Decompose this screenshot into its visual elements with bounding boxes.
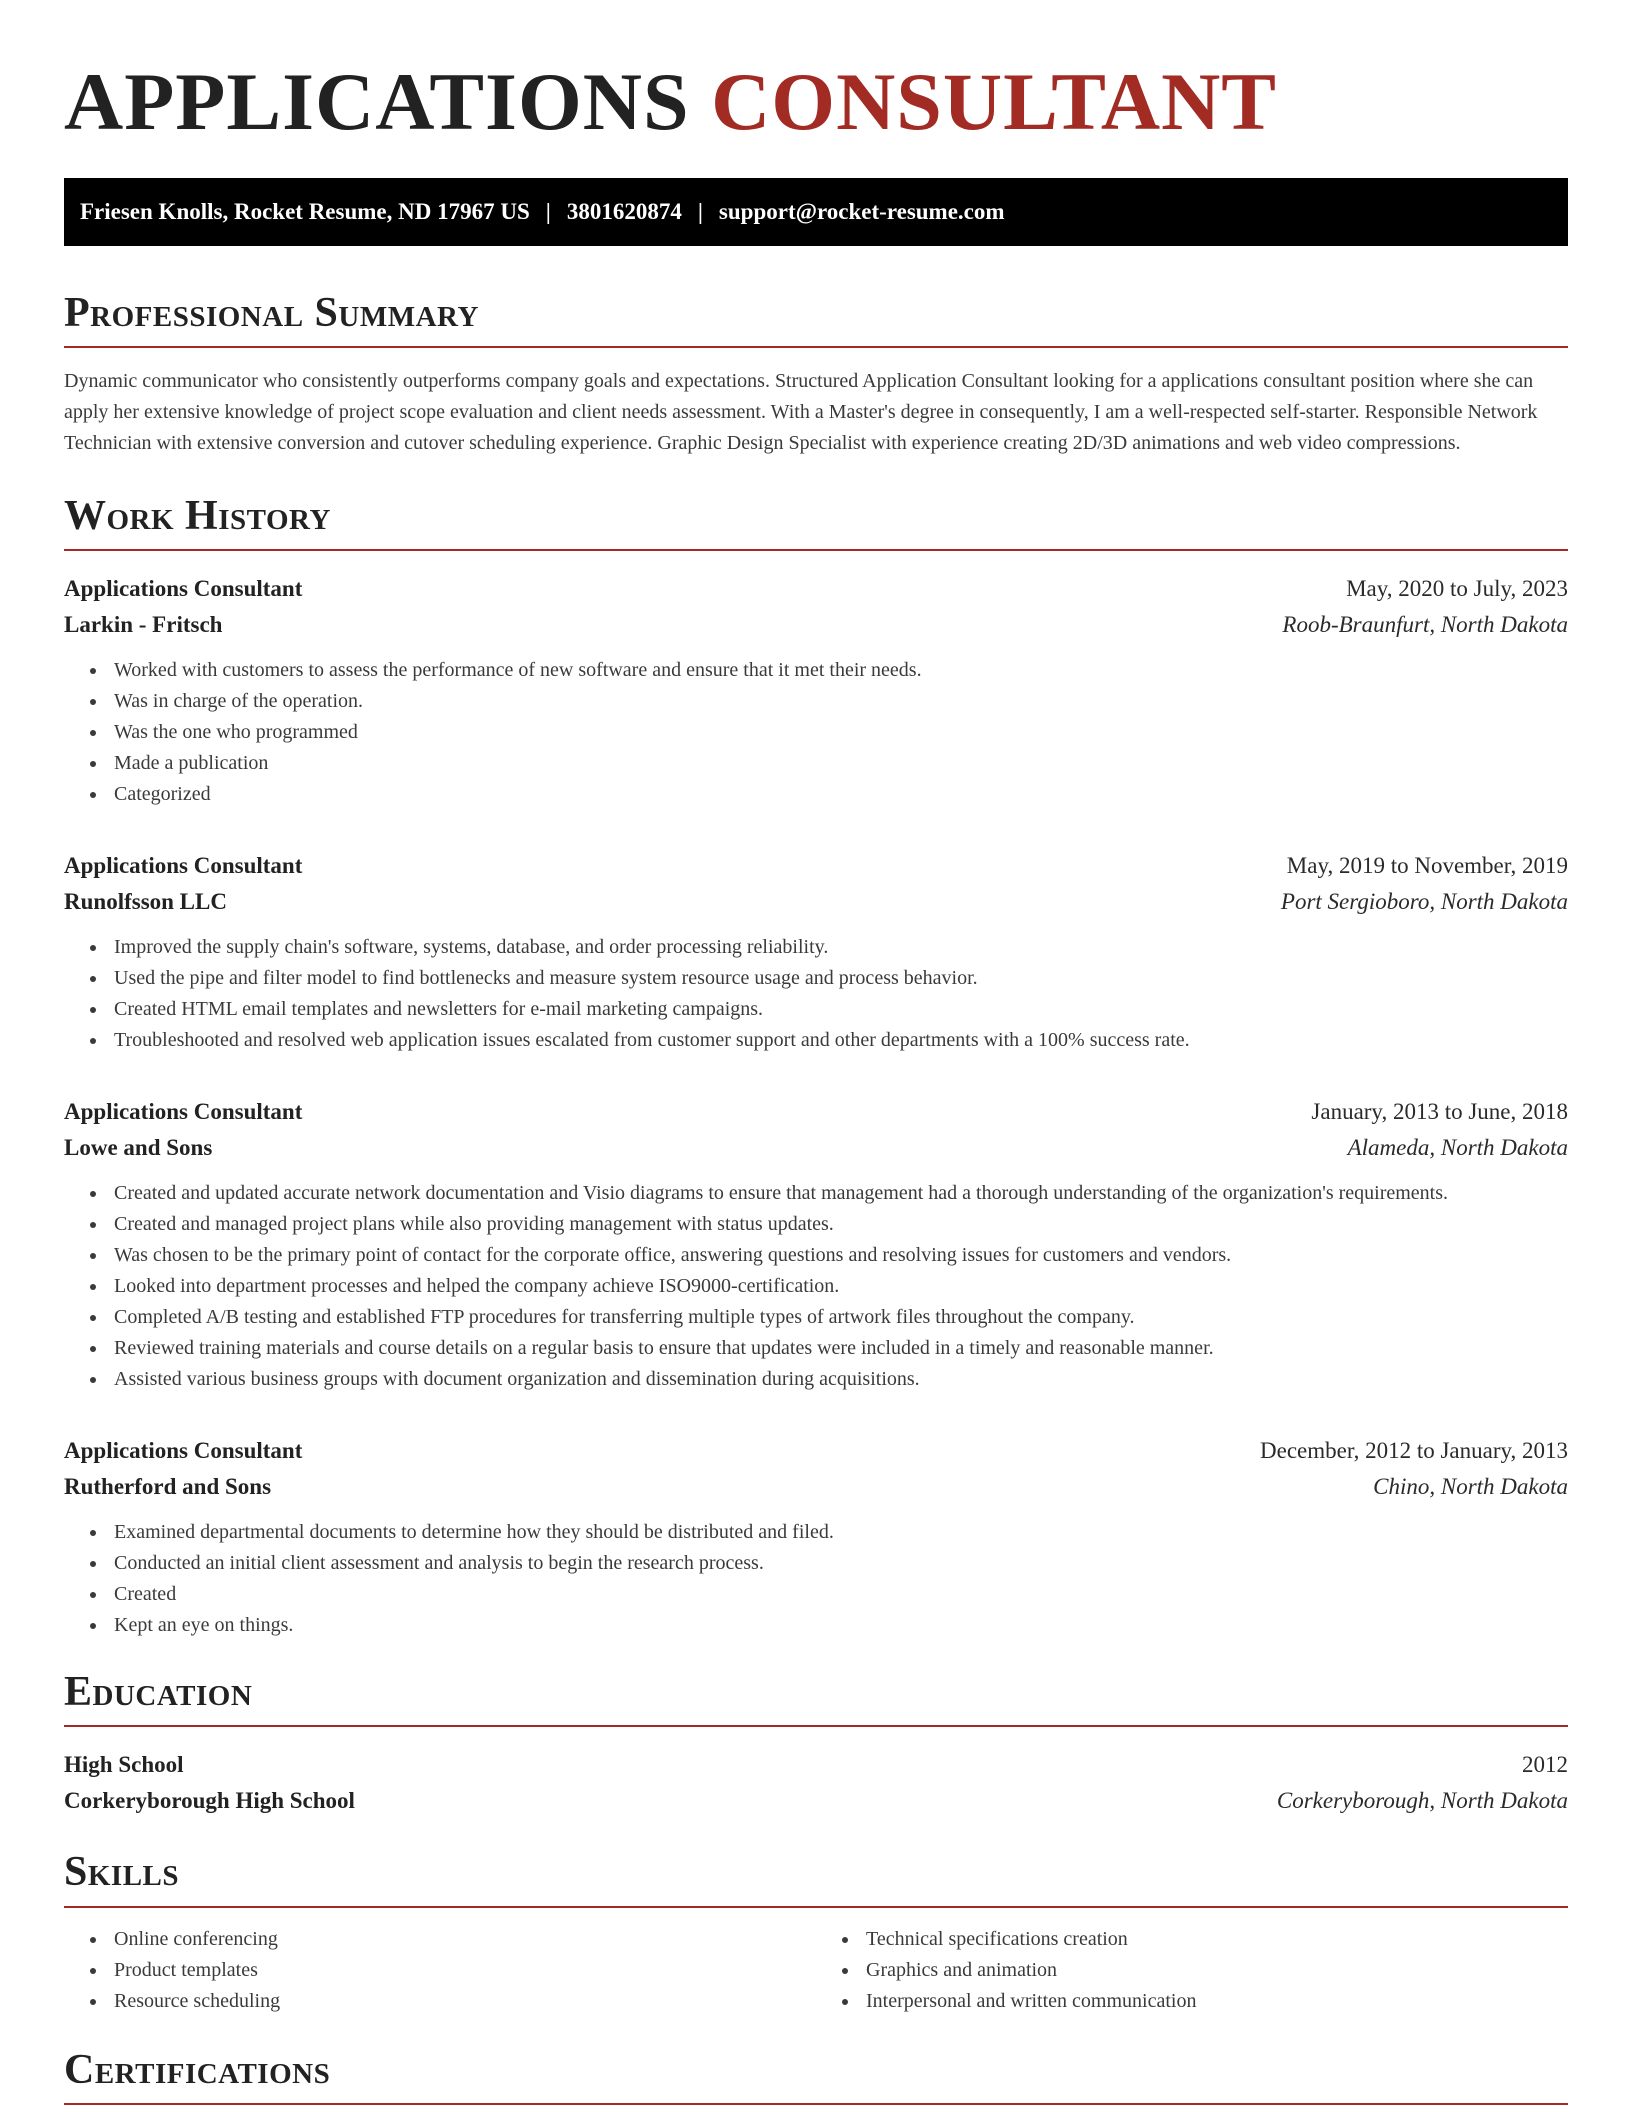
summary-section <box>64 290 1568 459</box>
skill-item: • Online conferencing <box>108 1924 816 1955</box>
contact-separator: | <box>545 198 551 224</box>
job-entry <box>64 571 1568 810</box>
job-bullet: • Used the pipe and filter model to find bottlenecks and measure system resource usage and process behavior. <box>108 963 1568 994</box>
job-bullet: • Created HTML email templates and newsletters for e-mail marketing campaigns. <box>108 994 1568 1025</box>
job-company: Lowe and Sons <box>64 1135 213 1161</box>
education-degree: High School <box>64 1752 184 1778</box>
job-role: Applications Consultant <box>64 853 303 879</box>
work-history-section <box>64 493 1568 1641</box>
job-bullet: • Created and updated accurate network documentation and Visio diagrams to ensure that management had a thorough understanding of the organization's requirements. <box>108 1178 1568 1209</box>
job-bullet: • Worked with customers to assess the performance of new software and ensure that it met their needs. <box>108 655 1568 686</box>
job-company: Rutherford and Sons <box>64 1474 272 1500</box>
job-dates: December, 2012 to January, 2013 <box>1260 1438 1568 1464</box>
job-entry <box>64 1433 1568 1641</box>
education-year: 2012 <box>1522 1752 1568 1778</box>
job-bullet: • Created and managed project plans while also providing management with status updates. <box>108 1209 1568 1240</box>
job-company: Runolfsson LLC <box>64 889 227 915</box>
section-title-certifications: Certifications <box>64 2047 1568 2105</box>
job-role: Applications Consultant <box>64 1099 303 1125</box>
skills-section <box>64 1849 1568 2016</box>
certifications-section <box>64 2047 1568 2105</box>
job-entry <box>64 1094 1568 1395</box>
job-bullet: • Examined departmental documents to determine how they should be distributed and filed. <box>108 1517 1568 1548</box>
skill-item: • Graphics and animation <box>860 1955 1568 1986</box>
job-entry <box>64 848 1568 1056</box>
job-location: Port Sergioboro, North Dakota <box>1280 889 1568 915</box>
section-title-education: Education <box>64 1669 1568 1727</box>
job-bullet: • Conducted an initial client assessment and analysis to begin the research process. <box>108 1548 1568 1579</box>
skills-columns <box>64 1924 1568 2017</box>
summary-text: Dynamic communicator who consistently outperforms company goals and expectations. Structured Application Consultant looking for a applications consultant position where she can apply her extensive knowledge of project scope evaluation and client needs assessment. With a Master's degree in consequently, I am a well-respected self-starter. Responsible Network Technician with extensive conversion and cutover scheduling experience. Graphic Design Specialist with experience creating 2D/3D animations and web video compressions. <box>64 370 1538 455</box>
skills-column-right <box>816 1924 1568 2017</box>
job-dates: May, 2019 to November, 2019 <box>1286 853 1568 879</box>
skill-item: • Resource scheduling <box>108 1986 816 2017</box>
section-title-work-history: Work History <box>64 493 1568 551</box>
job-role: Applications Consultant <box>64 576 303 602</box>
section-title-summary: Professional Summary <box>64 290 1568 348</box>
contact-separator: | <box>697 198 703 224</box>
skill-item: • Technical specifications creation <box>860 1924 1568 1955</box>
job-bullet: • Reviewed training materials and course details on a regular basis to ensure that updates were included in a timely and reasonable manner. <box>108 1333 1568 1364</box>
section-title-skills: Skills <box>64 1849 1568 1907</box>
skill-item: • Product templates <box>108 1955 816 1986</box>
job-bullet: • Looked into department processes and helped the company achieve ISO9000-certification. <box>108 1271 1568 1302</box>
education-section <box>64 1669 1568 1819</box>
skill-item: • Interpersonal and written communication <box>860 1986 1568 2017</box>
education-school: Corkeryborough High School <box>64 1788 355 1814</box>
job-bullets <box>64 932 1568 1056</box>
job-location: Alameda, North Dakota <box>1347 1135 1568 1161</box>
job-bullet: • Kept an eye on things. <box>108 1610 1568 1641</box>
job-bullet: • Was chosen to be the primary point of contact for the corporate office, answering questions and resolving issues for customers and vendors. <box>108 1240 1568 1271</box>
title-first-word: APPLICATIONS <box>64 56 690 147</box>
job-bullets <box>64 1178 1568 1395</box>
contact-bar <box>64 178 1568 246</box>
job-company: Larkin - Fritsch <box>64 612 223 638</box>
job-location: Chino, North Dakota <box>1373 1474 1568 1500</box>
job-bullet: • Improved the supply chain's software, systems, database, and order processing reliability. <box>108 932 1568 963</box>
job-bullet: • Completed A/B testing and established FTP procedures for transferring multiple types of artwork files throughout the company. <box>108 1302 1568 1333</box>
contact-email: support@rocket-resume.com <box>718 198 1005 224</box>
contact-address: Friesen Knolls, Rocket Resume, ND 17967 US <box>80 198 530 224</box>
job-bullet: • Assisted various business groups with document organization and dissemination during acquisitions. <box>108 1364 1568 1395</box>
job-location: Roob-Braunfurt, North Dakota <box>1282 612 1568 638</box>
job-dates: January, 2013 to June, 2018 <box>1311 1099 1568 1125</box>
skills-column-left <box>64 1924 816 2017</box>
job-bullets <box>64 655 1568 810</box>
job-bullet: • Troubleshooted and resolved web application issues escalated from customer support and other departments with a 100% success rate. <box>108 1025 1568 1056</box>
education-location: Corkeryborough, North Dakota <box>1276 1788 1568 1814</box>
education-entry <box>64 1747 1568 1819</box>
page-title <box>64 56 1568 148</box>
job-bullet: • Categorized <box>108 779 1568 810</box>
job-dates: May, 2020 to July, 2023 <box>1346 576 1568 602</box>
contact-phone: 3801620874 <box>566 198 682 224</box>
title-last-word: CONSULTANT <box>711 56 1278 147</box>
job-bullet: • Was in charge of the operation. <box>108 686 1568 717</box>
job-bullet: • Created <box>108 1579 1568 1610</box>
job-bullet: • Made a publication <box>108 748 1568 779</box>
job-role: Applications Consultant <box>64 1438 303 1464</box>
job-bullet: • Was the one who programmed <box>108 717 1568 748</box>
job-bullets <box>64 1517 1568 1641</box>
